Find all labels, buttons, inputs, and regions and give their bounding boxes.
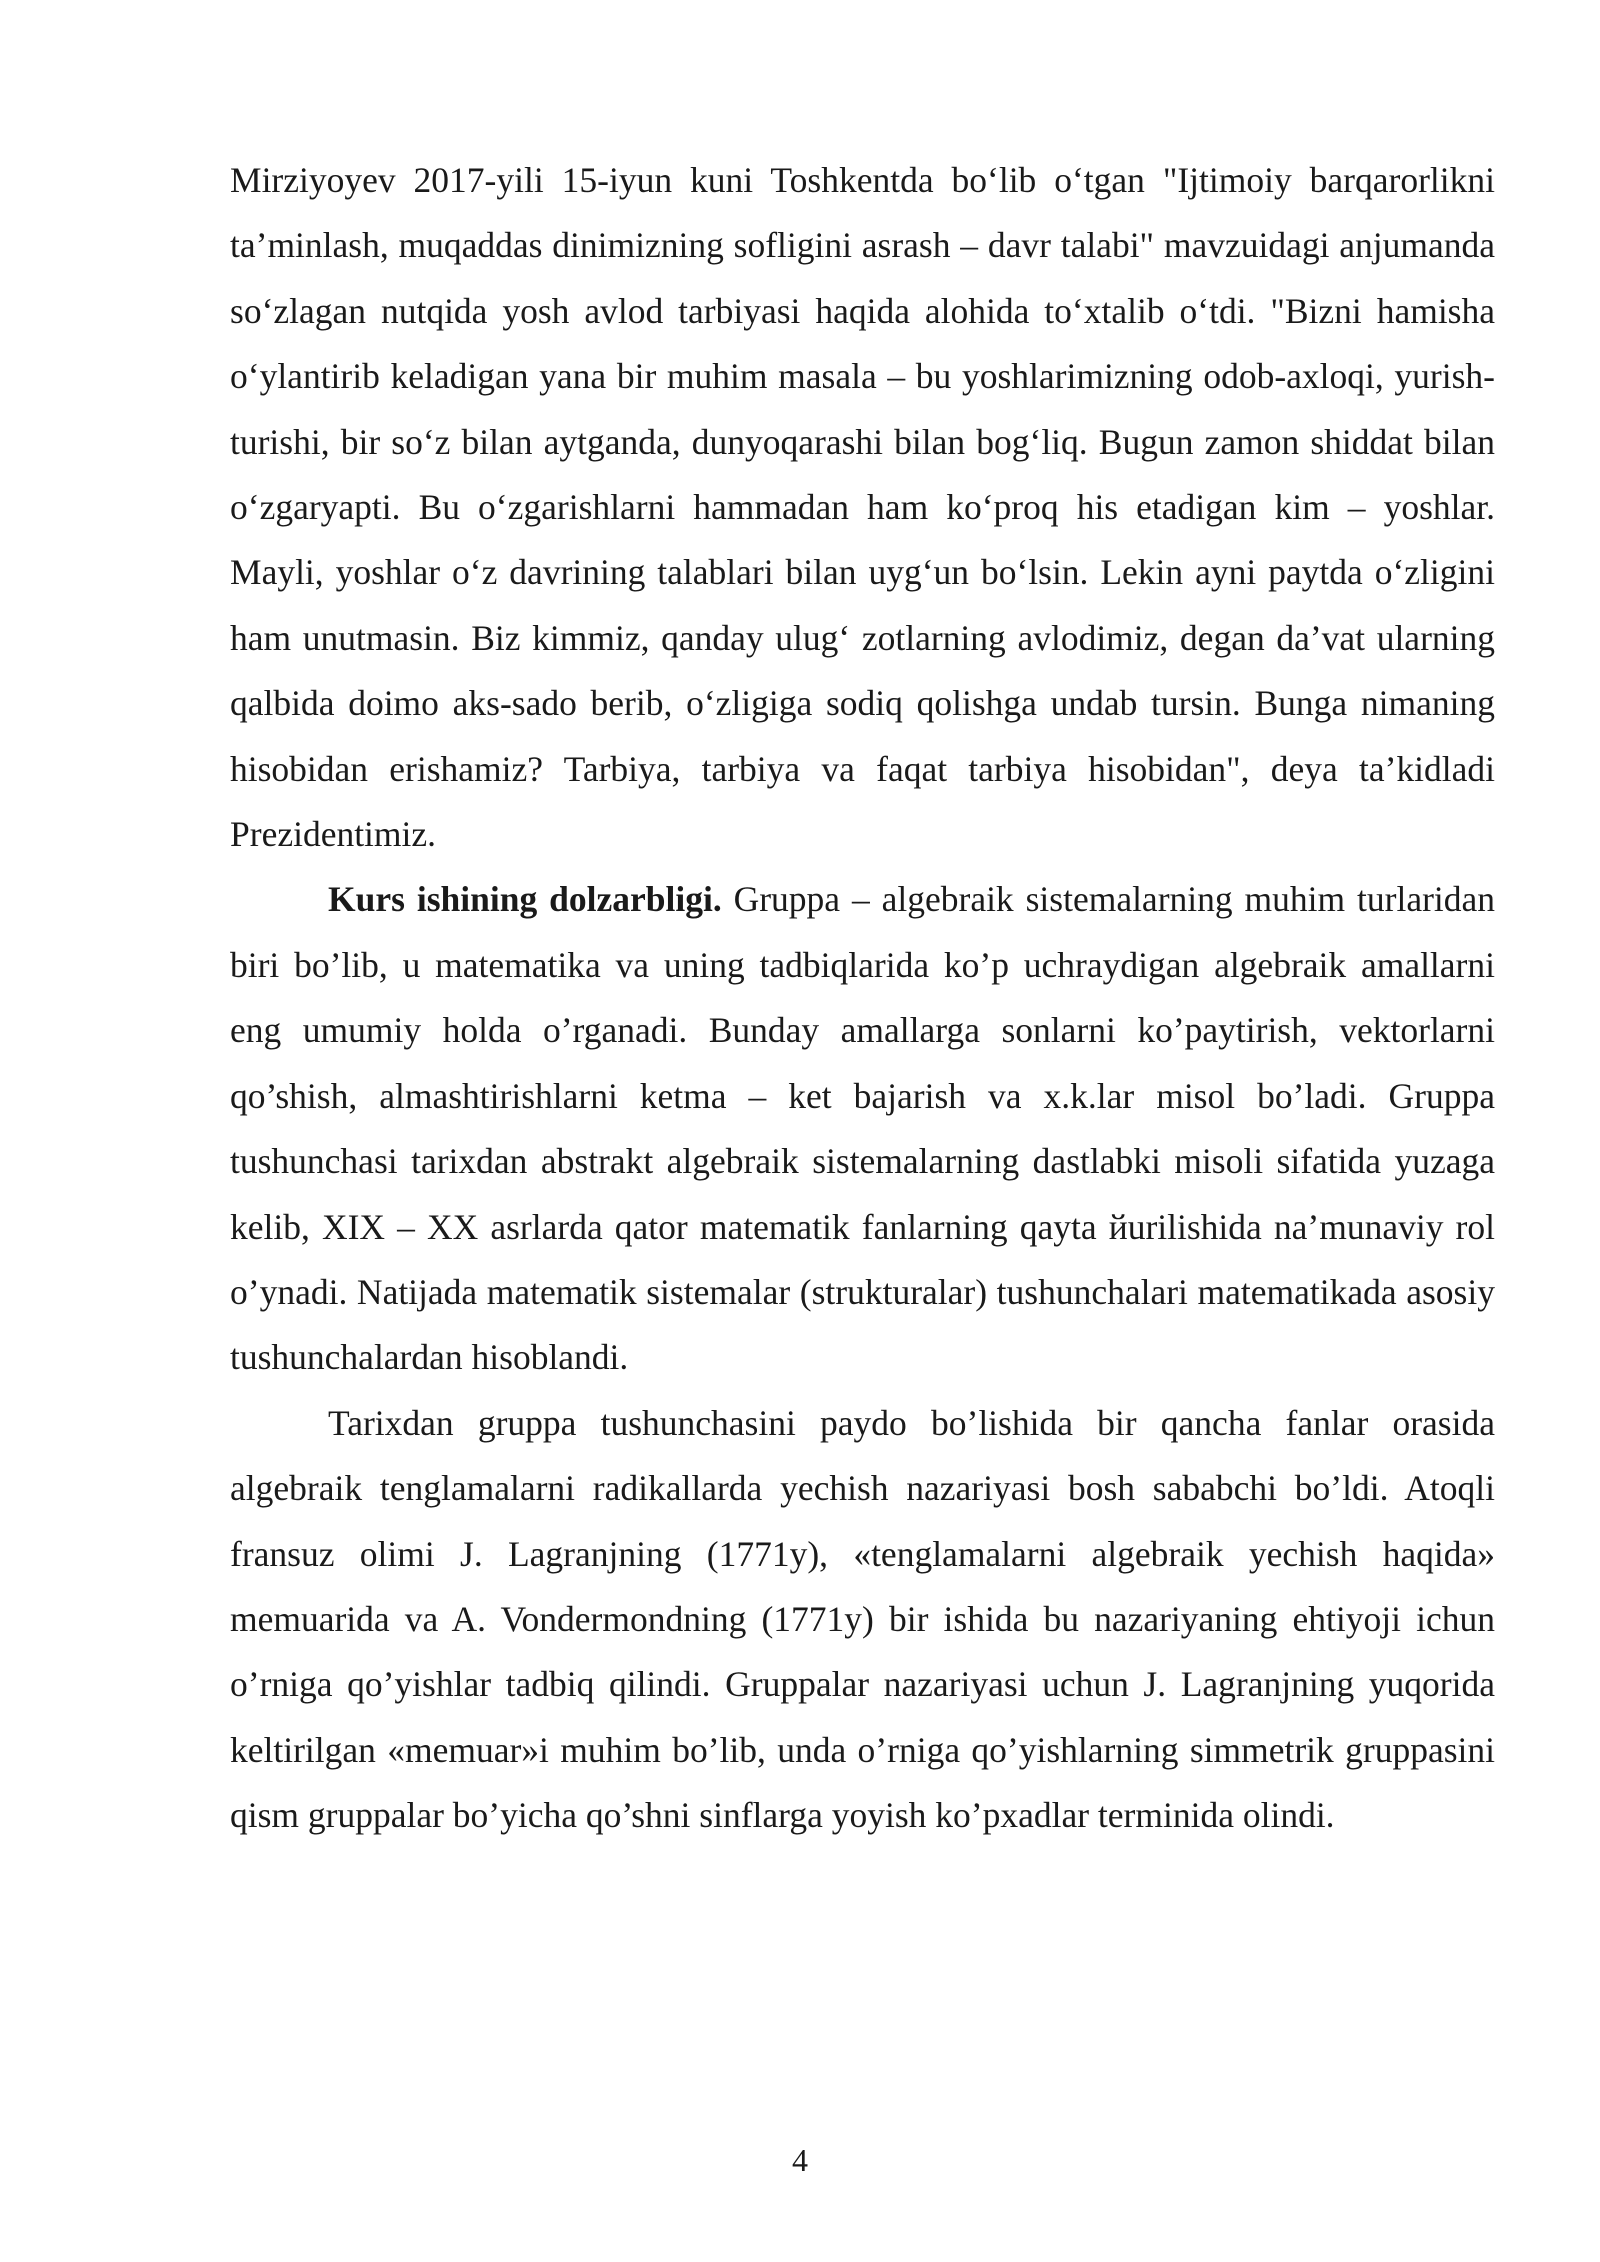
paragraph-history [230,1391,1495,1849]
section-heading-relevance: Kurs ishining dolzarbligi. [328,879,722,920]
document-body [230,148,1495,1849]
page-number: 4 [792,2142,808,2178]
paragraph-text: Gruppa – algebraik sistemalarning muhim turlaridan biri bo’lib, u matematika va uning tadbiqlarida ko’p uchraydigan algebraik amallarni eng umumiy holda o’rganadi. Bunday amallarga sonlarni ko’paytirish, vektorlarni qo’shish, almashtirishlarni ketma – ket bajarish va x.k.lar misol bo’ladi. Gruppa tushunchasi tarixdan abstrakt algebraik sistemalarning dastlabki misoli sifatida yuzaga kelib, XIX – XX asrlarda qator matematik fanlarning qayta йurilishida na’munaviy rol o’ynadi. Natijada matematik sistemalar (strukturalar) tushunchalari matematikada asosiy tushunchalardan hisoblandi. [230,879,1496,1378]
paragraph-speech-quote [230,148,1495,867]
paragraph-relevance [230,867,1495,1390]
paragraph-text: Mirziyoyev 2017-yili 15-iyun kuni Toshkentda bo‘lib o‘tgan "Ijtimoiy barqarorlikni ta’minlash, muqaddas dinimizning sofligini asrash – davr talabi" mavzuidagi anjumanda so‘zlagan nutqida yosh avlod tarbiyasi haqida alohida to‘xtalib o‘tdi. "Bizni hamisha o‘ylantirib keladigan yana bir muhim masala – bu yoshlarimizning odob-axloqi, yurish-turishi, bir so‘z bilan aytganda, dunyoqarashi bilan bog‘liq. Bugun zamon shiddat bilan o‘zgaryapti. Bu o‘zgarishlarni hammadan ham ko‘proq his etadigan kim – yoshlar. Mayli, yoshlar o‘z davrining talablari bilan uyg‘un bo‘lsin. Lekin ayni paytda o‘zligini ham unutmasin. Biz kimmiz, qanday ulug‘ zotlarning avlodimiz, degan da’vat ularning qalbida doimo aks-sado berib, o‘zligiga sodiq qolishga undab tursin. Bunga nimaning hisobidan erishamiz? Tarbiya, tarbiya va faqat tarbiya hisobidan", deya ta’kidladi Prezidentimiz. [230,160,1495,855]
paragraph-text: Tarixdan gruppa tushunchasini paydo bo’lishida bir qancha fanlar orasida algebraik tenglamalarni radikallarda yechish nazariyasi bosh sababchi bo’ldi. Atoqli fransuz olimi J. Lagranjning (1771y), «tenglamalarni algebraik yechish haqida» memuarida va A. Vondermondning (1771y) bir ishida bu nazariyaning ehtiyoji ichun o’rniga qo’yishlar tadbiq qilindi. Gruppalar nazariyasi uchun J. Lagranjning yuqorida keltirilgan «memuar»i muhim bo’lib, unda o’rniga qo’yishlarning simmetrik gruppasini qism gruppalar bo’yicha qo’shni sinflarga yoyish ko’pxadlar terminida olindi. [230,1402,1495,1836]
